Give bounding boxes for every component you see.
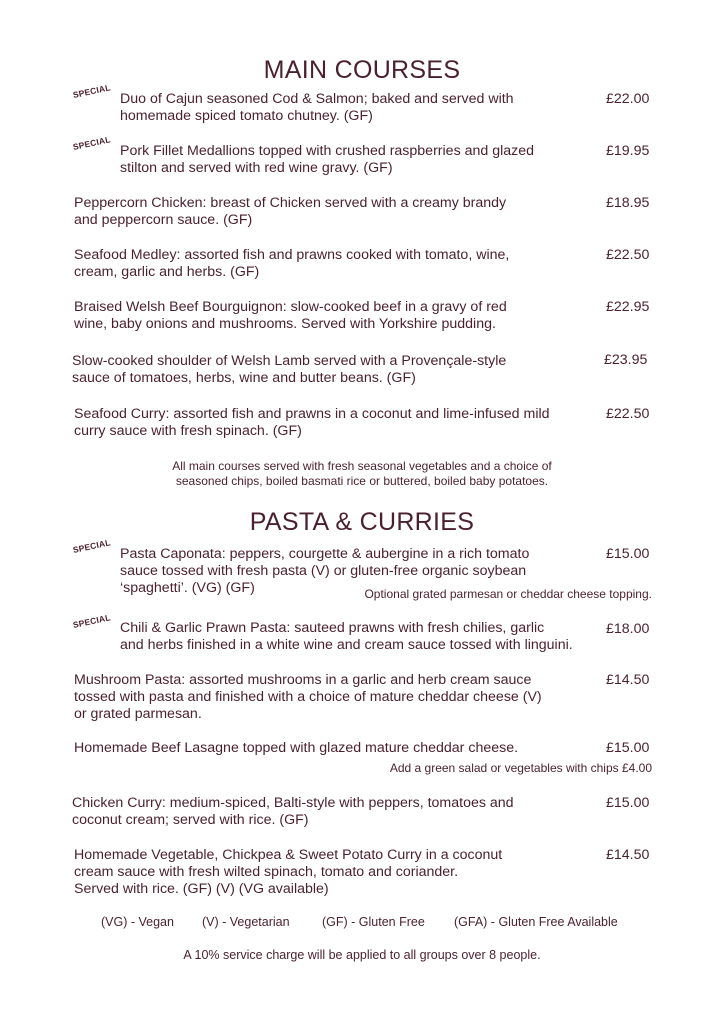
menu-item-desc: Homemade Vegetable, Chickpea & Sweet Potato Curry in a coconut cream sauce with fresh wilted spinach, tomato and coriander. Served with rice. (GF) (V) (VG available): [74, 847, 503, 897]
menu-item-price: £18.00: [606, 621, 650, 637]
menu-item-price: £22.00: [606, 91, 650, 107]
menu-item-desc: Pork Fillet Medallions topped with crushed raspberries and glazed stilton and served with red wine gravy. (GF): [120, 143, 535, 176]
main-courses-title: MAIN COURSES: [263, 56, 461, 84]
menu-item-note: Optional grated parmesan or cheddar cheese topping.: [364, 587, 652, 601]
menu-item-price: £22.50: [606, 406, 650, 422]
menu-item-price: £15.00: [606, 795, 650, 811]
special-tag: SPECIAL: [71, 134, 112, 152]
menu-item-desc: Braised Welsh Beef Bourguignon: slow-cooked beef in a gravy of red wine, baby onions and mushrooms. Served with Yorkshire pudding.: [74, 299, 507, 332]
menu-item-desc: Seafood Curry: assorted fish and prawns in a coconut and lime-infused mild curry sauce with fresh spinach. (GF): [74, 406, 550, 439]
menu-item-desc: Slow-cooked shoulder of Welsh Lamb served with a Provençale-style sauce of tomatoes, herbs, wine and butter beans. (GF): [72, 353, 507, 386]
menu-item-desc: Duo of Cajun seasoned Cod & Salmon; baked and served with homemade spiced tomato chutney. (GF): [120, 91, 514, 124]
menu-item-price: £14.50: [606, 672, 650, 688]
menu-item-desc: Chili & Garlic Prawn Pasta: sauteed prawns with fresh chilies, garlic and herbs finished in a white wine and cream sauce tossed with linguini.: [120, 620, 573, 653]
menu-item-price: £14.50: [606, 847, 650, 863]
menu-item-price: £15.00: [606, 546, 650, 562]
pasta-curries-title: PASTA & CURRIES: [249, 508, 475, 536]
menu-item-desc: Mushroom Pasta: assorted mushrooms in a garlic and herb cream sauce tossed with pasta and finished with a choice of mature cheddar cheese (V) or grated parmesan.: [74, 672, 542, 722]
special-tag: SPECIAL: [71, 82, 112, 100]
service-charge-note: A 10% service charge will be applied to all groups over 8 people.: [183, 948, 541, 962]
legend-gluten-free-available: (GFA) - Gluten Free Available: [454, 915, 618, 929]
menu-item-note: Add a green salad or vegetables with chips £4.00: [389, 761, 652, 775]
menu-item-price: £22.95: [606, 299, 650, 315]
menu-item-price: £18.95: [606, 195, 650, 211]
main-courses-footnote: All main courses served with fresh seasonal vegetables and a choice of seasoned chips, boiled basmati rice or buttered, boiled baby potatoes.: [172, 459, 552, 488]
legend-vegetarian: (V) - Vegetarian: [202, 915, 290, 929]
menu-item-desc: Seafood Medley: assorted fish and prawns cooked with tomato, wine, cream, garlic and herbs. (GF): [74, 247, 510, 280]
menu-item-desc: Pasta Caponata: peppers, courgette & aubergine in a rich tomato sauce tossed with fresh pasta (V) or gluten-free organic soybean ‘spaghetti’. (VG) (GF): [120, 546, 530, 596]
menu-item-desc: Homemade Beef Lasagne topped with glazed mature cheddar cheese.: [74, 740, 519, 756]
legend-vegan: (VG) - Vegan: [101, 915, 174, 929]
menu-item-price: £19.95: [606, 143, 650, 159]
special-tag: SPECIAL: [71, 537, 112, 555]
menu-item-price: £23.95: [604, 352, 648, 368]
menu-item-price: £15.00: [606, 740, 650, 756]
menu-item-desc: Peppercorn Chicken: breast of Chicken served with a creamy brandy and peppercorn sauce. (GF): [74, 195, 507, 228]
special-tag: SPECIAL: [71, 612, 112, 630]
menu-item-price: £22.50: [606, 247, 650, 263]
menu-item-desc: Chicken Curry: medium-spiced, Balti-style with peppers, tomatoes and coconut cream; served with rice. (GF): [72, 795, 514, 828]
legend-gluten-free: (GF) - Gluten Free: [322, 915, 425, 929]
